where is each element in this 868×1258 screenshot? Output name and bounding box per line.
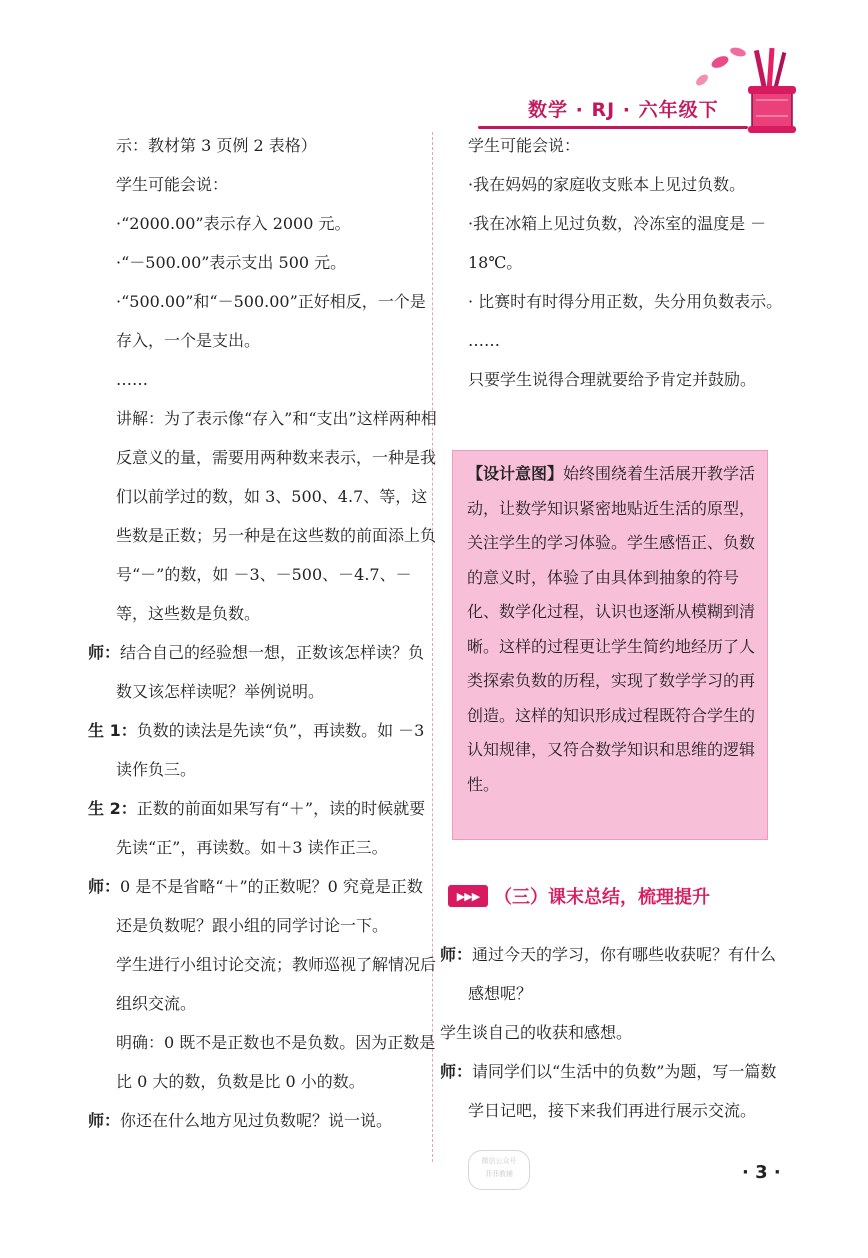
paragraph-text: 学生进行小组讨论交流；教师巡视了解情况后组织交流。 [116,955,437,1013]
paragraph [88,1101,438,1140]
paragraph-text: …… [468,331,500,350]
speaker-label: 生 2： [88,799,137,818]
section-arrow-icon: ▶▶▶ [448,885,488,907]
paragraph [440,935,790,1013]
design-intent-text: 始终围绕着生活展开教学活动，让数学知识紧密地贴近生活的原型，关注学生的学习体验。学生感悟正、负数的意义时，体验了由具体到抽象的符号化、数学化过程，认识也逐渐从模糊到清晰。这样的过程更让学生简约地经历了人类探索负数的历程，实现了数学学习的再创造。这样的知识形成过程既符合学生的认知规律，又符合数学知识和思维的逻辑性。 [467,464,756,794]
paragraph [440,204,790,282]
section-heading [448,882,710,910]
paragraph-text: 学生可能会说： [468,136,581,155]
paragraph-text: 通过今天的学习，你有哪些收获呢？有什么感想呢？ [468,945,777,1003]
paragraph-text: ·“－500.00”表示支出 500 元。 [116,253,347,272]
paragraph [88,282,438,360]
paragraph [88,399,438,633]
paragraph [88,711,438,789]
right-column-top [440,126,790,399]
paragraph [440,360,790,399]
paragraph-text: …… [116,370,148,389]
paragraph [88,204,438,243]
paragraph-text: ·“2000.00”表示存入 2000 元。 [116,214,351,233]
paragraph [88,945,438,1023]
paragraph-text: 讲解：为了表示像“存入”和“支出”这样两种相反意义的量，需要用两种数来表示，一种是我们以前学过的数，如 3、500、4.7、等，这些数是正数；另一种是在这些数的前面添上负号“－”的数，如 －3、－500、－4.7、－等，这些数是负数。 [116,409,437,623]
speaker-label: 师： [88,877,121,896]
paragraph-text: 只要学生说得合理就要给予肯定并鼓励。 [468,370,757,389]
paragraph [88,867,438,945]
right-column-bottom [440,935,790,1130]
paragraph [88,360,438,399]
left-column [88,126,438,1140]
watermark-stamp [468,1150,530,1190]
section-title: （三）课末总结，梳理提升 [494,887,710,908]
paragraph-text: 你还在什么地方见过负数呢？说一说。 [120,1111,393,1130]
design-intent-box [452,450,768,840]
paragraph-text: 示：教材第 3 页例 2 表格） [116,136,317,155]
speaker-label: 师： [88,1111,121,1130]
paragraph [440,282,790,321]
paragraph-text: ·我在冰箱上见过负数，冷冻室的温度是 －18℃。 [468,214,767,272]
paragraph [440,1013,790,1052]
paragraph-text: 请同学们以“生活中的负数”为题，写一篇数学日记吧，接下来我们再进行展示交流。 [468,1062,777,1120]
paragraph-text: 负数的读法是先读“负”，再读数。如 －3读作负三。 [116,721,425,779]
watermark-line-2: 菲菲教辅 [485,1170,513,1178]
speaker-label: 师： [88,643,121,662]
paragraph-text: ·“500.00”和“－500.00”正好相反，一个是存入，一个是支出。 [116,292,426,350]
paragraph [88,789,438,867]
speaker-label: 生 1： [88,721,137,740]
paragraph [88,633,438,711]
paragraph [88,1023,438,1101]
header-title: 数学 · RJ · 六年级下 [528,99,719,121]
paragraph [88,165,438,204]
speaker-label: 师： [440,945,473,964]
paragraph-text: · 比赛时有时得分用正数，失分用负数表示。 [468,292,783,311]
speaker-label: 师： [440,1062,473,1081]
paragraph [88,243,438,282]
paragraph-text: 学生谈自己的收获和感想。 [440,1023,633,1042]
paragraph [440,126,790,165]
paragraph [440,1052,790,1130]
paragraph [440,321,790,360]
paragraph-text: 0 是不是省略“＋”的正数呢？0 究竟是正数还是负数呢？跟小组的同学讨论一下。 [116,877,423,935]
page-number: · 3 · [742,1162,781,1183]
paragraph-text: ·我在妈妈的家庭收支账本上见过负数。 [468,175,746,194]
paragraph-text: 结合自己的经验想一想，正数该怎样读？负数又该怎样读呢？举例说明。 [116,643,425,701]
pen-holder-decoration-icon [690,40,810,140]
paragraph [440,165,790,204]
paragraph-text: 正数的前面如果写有“＋”，读的时候就要先读“正”，再读数。如＋3 读作正三。 [116,799,426,857]
paragraph-text: 明确：0 既不是正数也不是负数。因为正数是比 0 大的数，负数是比 0 小的数。 [116,1033,436,1091]
paragraph [88,126,438,165]
watermark-line-1: 微信公众号 [481,1157,517,1165]
paragraph-text: 学生可能会说： [116,175,229,194]
design-intent-label: 【设计意图】 [467,464,564,483]
